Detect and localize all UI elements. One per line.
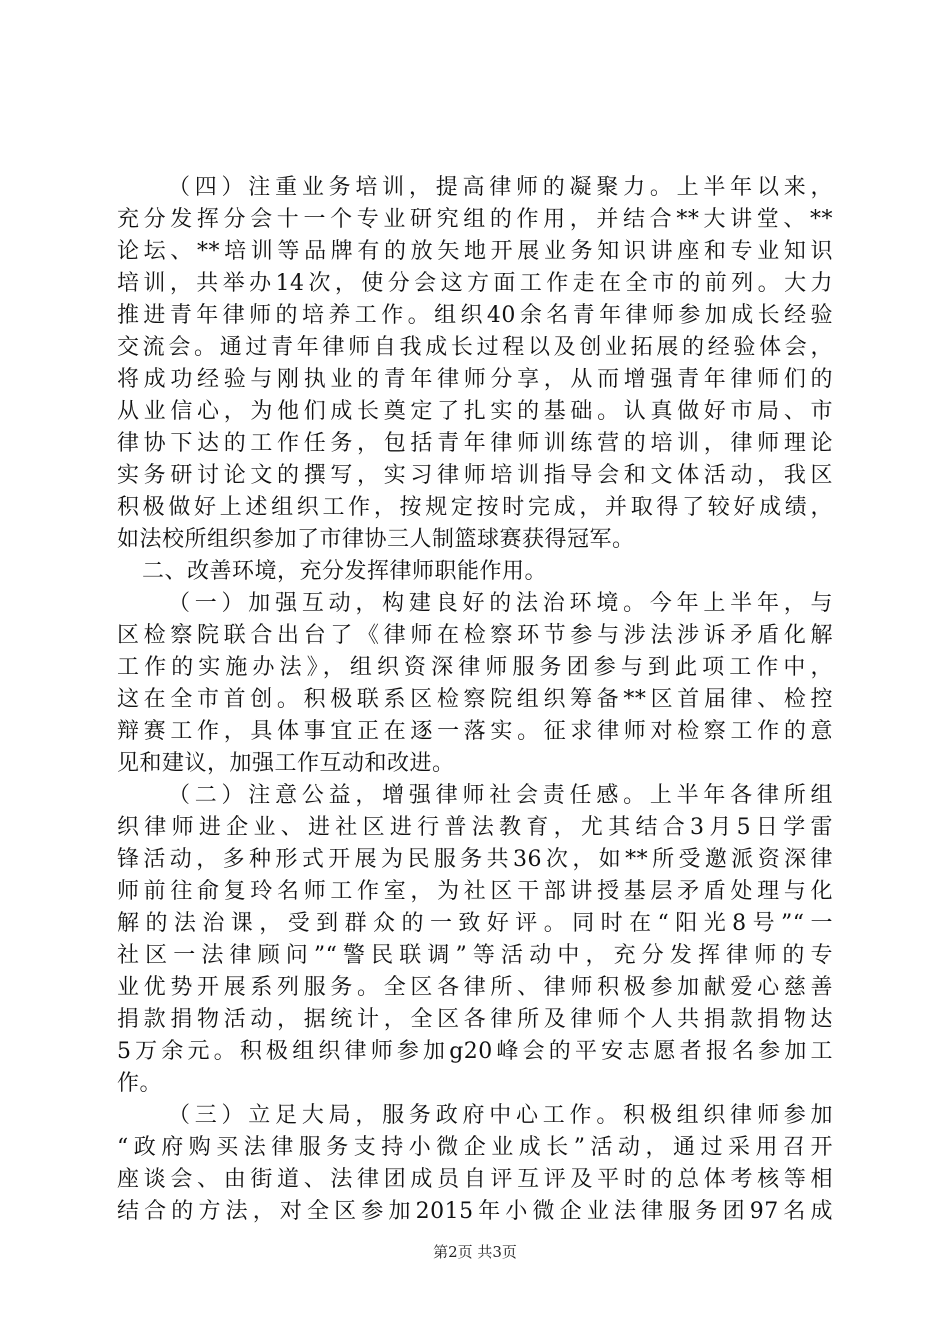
text-line: 实务研讨论文的撰写，实习律师培训指导会和文体活动，我区 [117, 463, 833, 488]
text-line: 区检察院联合出台了《律师在检察环节参与涉法涉诉矛盾化解 [117, 623, 833, 648]
text-line: 织律师进企业、进社区进行普法教育，尤其结合3月5日学雷 [117, 815, 833, 840]
text-line: （二）注意公益，增强律师社会责任感。上半年各律所组 [168, 783, 833, 808]
text-line: 律协下达的工作任务，包括青年律师训练营的培训，律师理论 [117, 431, 833, 456]
text-line: “政府购买法律服务支持小微企业成长”活动，通过采用召开 [117, 1135, 833, 1160]
text-line: 结合的方法，对全区参加2015年小微企业法律服务团97名成 [117, 1199, 833, 1224]
text-line: 从业信心，为他们成长奠定了扎实的基础。认真做好市局、市 [117, 399, 833, 424]
text-line: 工作的实施办法》，组织资深律师服务团参与到此项工作中， [117, 655, 833, 680]
text-line: 社区一法律顾问”“警民联调”等活动中，充分发挥律师的专 [117, 943, 833, 968]
text-line: 将成功经验与刚执业的青年律师分享，从而增强青年律师们的 [117, 367, 833, 392]
text-line: 如法校所组织参加了市律协三人制篮球赛获得冠军。 [117, 527, 635, 552]
page-footer: 第2页 共3页 [433, 1243, 517, 1261]
text-line: （三）立足大局，服务政府中心工作。积极组织律师参加 [168, 1103, 833, 1128]
text-line: 作。 [117, 1071, 163, 1096]
text-line: 推进青年律师的培养工作。组织40余名青年律师参加成长经验 [117, 303, 833, 328]
text-line: 座谈会、由街道、法律团成员自评互评及平时的总体考核等相 [117, 1167, 833, 1192]
text-line: 业优势开展系列服务。全区各律所、律师积极参加献爱心慈善 [117, 975, 833, 1000]
text-line: 积极做好上述组织工作，按规定按时完成，并取得了较好成绩， [117, 495, 833, 520]
text-line: 交流会。通过青年律师自我成长过程以及创业拓展的经验体会， [117, 335, 833, 360]
text-line: 师前往俞复玲名师工作室，为社区干部讲授基层矛盾处理与化 [117, 879, 833, 904]
text-line: （四）注重业务培训，提高律师的凝聚力。上半年以来， [168, 175, 833, 200]
text-line: 充分发挥分会十一个专业研究组的作用，并结合**大讲堂、** [117, 207, 833, 232]
text-line: 5万余元。积极组织律师参加g20峰会的平安志愿者报名参加工 [117, 1039, 833, 1064]
text-line: 锋活动，多种形式开展为民服务共36次，如**所受邀派资深律 [117, 847, 833, 872]
text-line: 解的法治课，受到群众的一致好评。同时在“阳光8号”“一 [117, 911, 833, 936]
text-line: 这在全市首创。积极联系区检察院组织筹备**区首届律、检控 [117, 687, 833, 712]
document-body [117, 172, 833, 1228]
text-line: 二、改善环境，充分发挥律师职能作用。 [142, 559, 548, 584]
text-line: 捐款捐物活动，据统计，全区各律所及律师个人共捐款捐物达 [117, 1007, 833, 1032]
text-line: 见和建议，加强工作互动和改进。 [117, 751, 455, 776]
text-line: 论坛、**培训等品牌有的放矢地开展业务知识讲座和专业知识 [117, 239, 833, 264]
text-line: 辩赛工作，具体事宜正在逐一落实。征求律师对检察工作的意 [117, 719, 833, 744]
text-line: 培训，共举办14次，使分会这方面工作走在全市的前列。大力 [117, 271, 833, 296]
text-line: （一）加强互动，构建良好的法治环境。今年上半年，与 [168, 591, 833, 616]
